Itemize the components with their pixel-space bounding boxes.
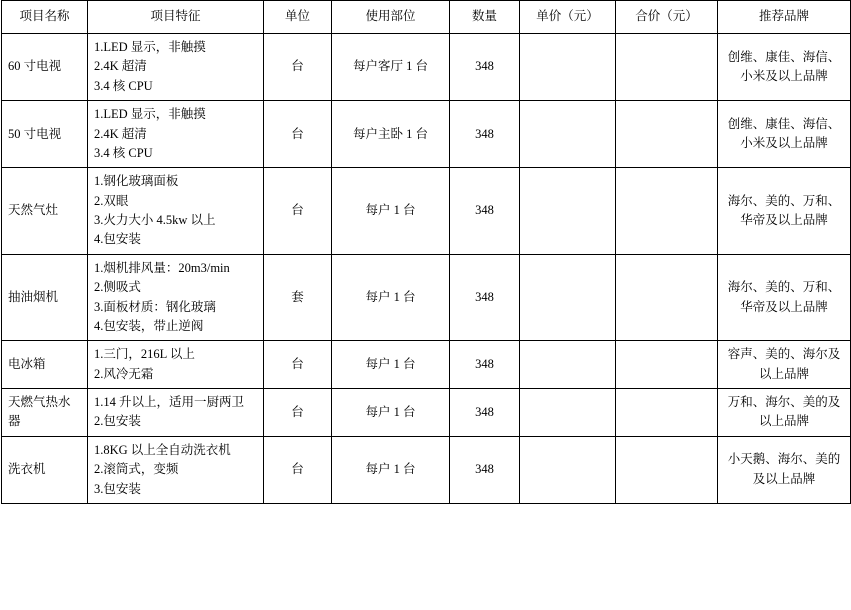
feature-line: 3.4 核 CPU: [94, 145, 153, 160]
cell-item-name: 抽油烟机: [2, 254, 88, 341]
header-features: 项目特征: [88, 1, 264, 34]
cell-department: 每户 1 台: [332, 389, 450, 437]
brand-line: 万和、海尔、美的及以上: [727, 395, 841, 429]
cell-quantity: 348: [450, 168, 520, 255]
cell-department: 每户 1 台: [332, 254, 450, 341]
cell-item-name: 洗衣机: [2, 436, 88, 503]
brand-line: 容声、美的、海尔及以上: [727, 347, 841, 381]
cell-brand: [718, 101, 851, 168]
cell-item-name: 电冰箱: [2, 341, 88, 389]
cell-quantity: 348: [450, 341, 520, 389]
header-total-price: 合价（元）: [616, 1, 718, 34]
table-row: [2, 34, 851, 101]
table-body: [2, 34, 851, 504]
brand-line: 上品牌: [777, 471, 816, 486]
cell-item-features: [88, 254, 264, 341]
cell-brand: [718, 168, 851, 255]
cell-item-features: [88, 389, 264, 437]
feature-line: 1.14 升以上，适用一厨两卫: [94, 395, 245, 409]
cell-unit: 台: [264, 168, 332, 255]
table-row: [2, 436, 851, 503]
cell-unit-price: [520, 341, 616, 389]
cell-item-features: [88, 168, 264, 255]
cell-item-name: 50 寸电视: [2, 101, 88, 168]
brand-line: 品牌: [784, 366, 810, 381]
cell-unit: 台: [264, 101, 332, 168]
cell-brand: [718, 389, 851, 437]
cell-department: 每户主卧 1 台: [332, 101, 450, 168]
table-row: [2, 168, 851, 255]
cell-department: 每户 1 台: [332, 341, 450, 389]
feature-line: 2.双眼: [94, 193, 129, 208]
feature-line: 2.风冷无霜: [94, 366, 154, 381]
table-row: [2, 101, 851, 168]
cell-item-features: [88, 436, 264, 503]
brand-line: 海尔、美的、万和、华帝: [727, 193, 841, 227]
brand-line: 海尔、美的、万和、华帝: [727, 280, 841, 314]
brand-line: 小天鹅、海尔、美的及以: [727, 452, 841, 486]
cell-department: 每户客厅 1 台: [332, 34, 450, 101]
brand-line: 品牌: [784, 414, 810, 429]
brand-line: 及以上品牌: [765, 213, 828, 227]
table-row: [2, 254, 851, 341]
cell-unit: 套: [264, 254, 332, 341]
cell-item-name: 天燃气热水器: [2, 389, 88, 437]
brand-line: 创维、康佳、海信、小米: [727, 49, 841, 84]
cell-total-price: [616, 436, 718, 503]
cell-item-name: 天然气灶: [2, 168, 88, 255]
cell-unit: 台: [264, 341, 332, 389]
feature-line: 1.8KG 以上全自动洗衣机: [94, 442, 231, 457]
feature-line: 3.面板材质：钢化玻璃: [94, 299, 216, 314]
cell-total-price: [616, 101, 718, 168]
feature-line: 2.滚筒式，变频: [94, 462, 179, 477]
cell-total-price: [616, 34, 718, 101]
cell-unit: 台: [264, 389, 332, 437]
brand-line: 及以上品牌: [765, 69, 828, 84]
cell-quantity: 348: [450, 389, 520, 437]
brand-line: 及以上品牌: [765, 136, 828, 151]
cell-unit-price: [520, 389, 616, 437]
feature-line: 2.4K 超清: [94, 126, 147, 141]
cell-brand: [718, 341, 851, 389]
cell-brand: [718, 34, 851, 101]
cell-department: 每户 1 台: [332, 168, 450, 255]
brand-line: 创维、康佳、海信、小米: [727, 116, 841, 151]
header-name: 项目名称: [2, 1, 88, 34]
equipment-spec-table: [1, 0, 851, 504]
feature-line: 1.烟机排风量：20m3/min: [94, 260, 230, 275]
feature-line: 4.包安装，带止逆阀: [94, 318, 204, 333]
cell-department: 每户 1 台: [332, 436, 450, 503]
feature-line: 2.侧吸式: [94, 280, 141, 295]
table-header: [2, 1, 851, 34]
header-row: [2, 1, 851, 34]
feature-line: 4.包安装: [94, 232, 141, 247]
cell-item-features: [88, 101, 264, 168]
feature-line: 1.三门，216L 以上: [94, 347, 195, 362]
header-department: 使用部位: [332, 1, 450, 34]
cell-total-price: [616, 254, 718, 341]
cell-brand: [718, 436, 851, 503]
cell-unit-price: [520, 168, 616, 255]
cell-quantity: 348: [450, 101, 520, 168]
header-unit: 单位: [264, 1, 332, 34]
feature-line: 1.钢化玻璃面板: [94, 174, 179, 189]
cell-quantity: 348: [450, 34, 520, 101]
feature-line: 1.LED 显示，非触摸: [94, 107, 206, 122]
feature-line: 2.4K 超清: [94, 59, 147, 74]
feature-line: 2.包安装: [94, 414, 141, 429]
cell-unit-price: [520, 101, 616, 168]
cell-unit-price: [520, 254, 616, 341]
cell-item-features: [88, 341, 264, 389]
table-row: [2, 341, 851, 389]
cell-item-name: 60 寸电视: [2, 34, 88, 101]
cell-total-price: [616, 389, 718, 437]
cell-item-features: [88, 34, 264, 101]
header-quantity: 数量: [450, 1, 520, 34]
cell-unit-price: [520, 34, 616, 101]
cell-brand: [718, 254, 851, 341]
cell-unit-price: [520, 436, 616, 503]
cell-quantity: 348: [450, 254, 520, 341]
header-unit-price: 单价（元）: [520, 1, 616, 34]
feature-line: 1.LED 显示，非触摸: [94, 40, 206, 54]
cell-unit: 台: [264, 436, 332, 503]
cell-unit: 台: [264, 34, 332, 101]
cell-quantity: 348: [450, 436, 520, 503]
table-row: [2, 389, 851, 437]
cell-total-price: [616, 168, 718, 255]
brand-line: 及以上品牌: [765, 299, 828, 314]
feature-line: 3.包安装: [94, 481, 141, 496]
feature-line: 3.火力大小 4.5kw 以上: [94, 213, 216, 227]
header-brand: 推荐品牌: [718, 1, 851, 34]
cell-total-price: [616, 341, 718, 389]
feature-line: 3.4 核 CPU: [94, 78, 153, 93]
